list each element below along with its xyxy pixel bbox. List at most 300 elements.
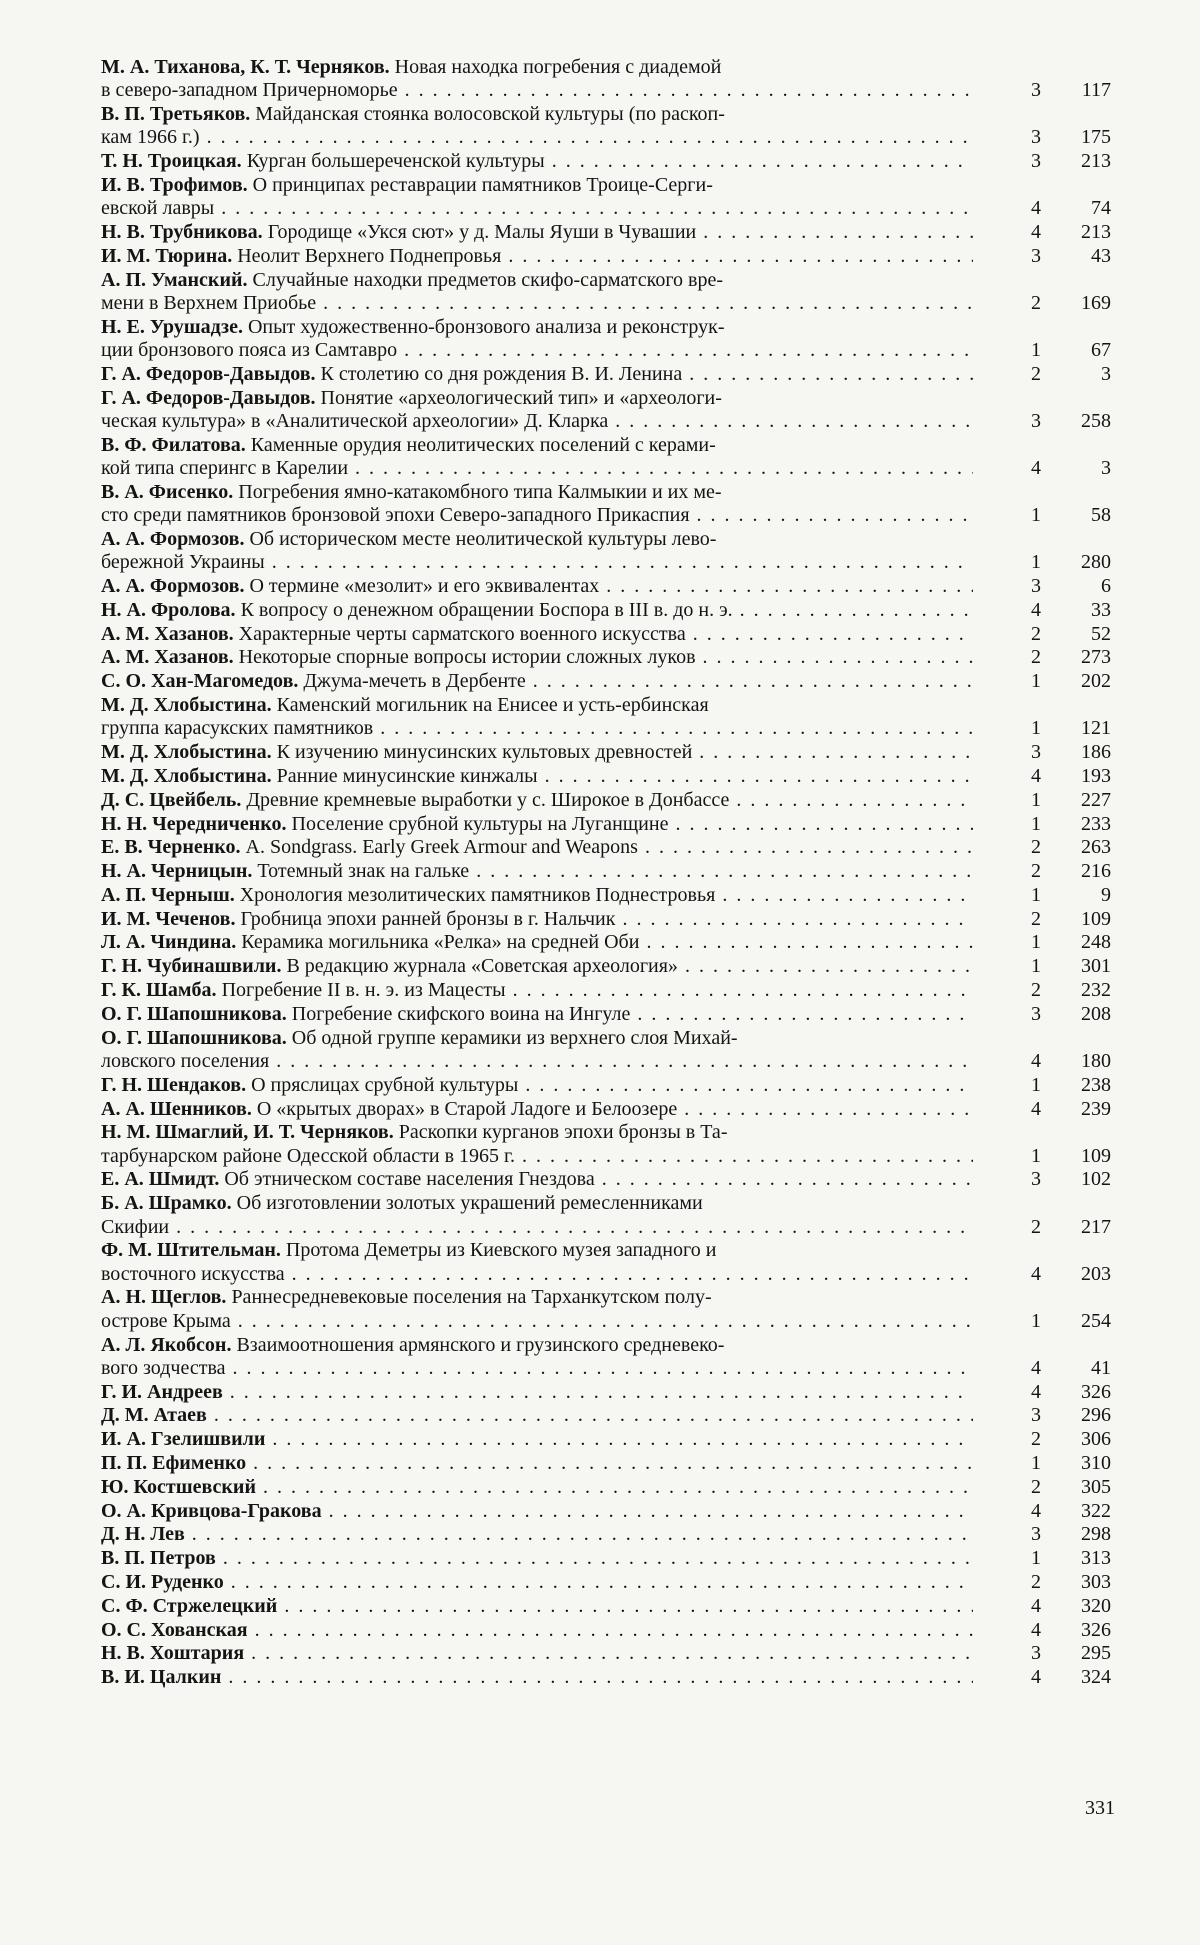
index-entry	[101, 387, 1111, 434]
entry-text	[101, 1642, 973, 1665]
entry-line	[101, 575, 1111, 598]
page-ref: 326	[1081, 1380, 1111, 1403]
entry-author: Л. А. Чиндина.	[101, 931, 237, 954]
entry-title: Керамика могильника «Релка» на средней Оби	[241, 931, 640, 954]
entry-line	[101, 1476, 1111, 1499]
entry-author: А. А. Формозов.	[101, 575, 245, 598]
entry-author: А. П. Черныш.	[101, 883, 235, 906]
index-entry	[101, 1098, 1111, 1121]
entry-text	[101, 955, 973, 978]
entry-line	[101, 1286, 1111, 1309]
entry-author: Д. Н. Лев	[101, 1523, 185, 1546]
entry-title: Каменные орудия неолитических поселений с керами-	[250, 433, 716, 456]
entry-line	[101, 1428, 1111, 1451]
entry-title: Тотемный знак на гальке	[257, 860, 470, 883]
entry-author: В. А. Фисенко.	[101, 480, 234, 503]
entry-line	[101, 860, 1111, 883]
entry-line	[101, 1050, 1111, 1073]
entry-line	[101, 103, 1111, 126]
entry-text	[101, 174, 973, 197]
entry-text	[101, 623, 973, 646]
entry-title: Джума-мечеть в Дербенте	[303, 670, 526, 693]
issue-number: 1	[1031, 788, 1041, 811]
page-number: 331	[1085, 1797, 1115, 1819]
entry-author: Г. А. Федоров-Давыдов.	[101, 386, 316, 409]
index-entry	[101, 789, 1111, 812]
page-ref: 238	[1081, 1073, 1111, 1096]
entry-line	[101, 884, 1111, 907]
entry-line	[101, 1216, 1111, 1239]
index-entry	[101, 1286, 1111, 1333]
page-ref: 227	[1081, 788, 1111, 811]
issue-number: 2	[1031, 907, 1041, 930]
index-entry	[101, 56, 1111, 103]
page-ref: 306	[1081, 1428, 1111, 1451]
entry-title: Об одной группе керамики из верхнего слоя Михай-	[291, 1026, 738, 1049]
entry-text	[101, 1027, 973, 1050]
entry-text	[101, 410, 973, 433]
issue-number: 3	[1031, 150, 1041, 173]
entry-author: А. Н. Щеглов.	[101, 1286, 227, 1309]
issue-number: 2	[1031, 622, 1041, 645]
entry-text	[101, 363, 973, 386]
entry-title: в северо-западном Причерноморье	[101, 79, 398, 102]
entry-text	[101, 292, 973, 315]
page-ref: 33	[1091, 598, 1111, 621]
entry-line	[101, 646, 1111, 669]
entry-title: A. Sondgrass. Early Greek Armour and Weapons	[245, 836, 638, 859]
entry-line	[101, 1619, 1111, 1642]
entry-line	[101, 694, 1111, 717]
entry-line	[101, 1121, 1111, 1144]
index-entry	[101, 575, 1111, 598]
entry-text	[101, 1263, 973, 1286]
index-entry	[101, 1121, 1111, 1168]
page-ref: 175	[1081, 126, 1111, 149]
page-ref: 273	[1081, 646, 1111, 669]
index-entry	[101, 860, 1111, 883]
entry-text	[101, 813, 973, 836]
entry-author: Н. Н. Чередниченко.	[101, 812, 287, 835]
entry-title: Погребение скифского воина на Ингуле	[291, 1002, 631, 1025]
entry-author: А. П. Уманский.	[101, 268, 248, 291]
issue-number: 4	[1031, 598, 1041, 621]
issue-number: 3	[1031, 575, 1041, 598]
entry-author: Н. М. Шмаглий, И. Т. Черняков.	[101, 1121, 394, 1144]
page-ref: 67	[1091, 339, 1111, 362]
entry-author: В. Ф. Филатова.	[101, 433, 246, 456]
entry-author: М. Д. Хлобыстина.	[101, 764, 272, 787]
entry-author: Г. Н. Шендаков.	[101, 1073, 247, 1096]
entry-text	[101, 575, 973, 598]
index-entry	[101, 1452, 1111, 1475]
entry-author: О. А. Кривцова-Гракова	[101, 1499, 322, 1522]
index-entry	[101, 1595, 1111, 1618]
entry-text	[101, 908, 973, 931]
entry-text	[101, 1619, 973, 1642]
entry-title: Новая находка погребения с диадемой	[394, 56, 722, 78]
issue-number: 2	[1031, 1428, 1041, 1451]
entry-text	[101, 1334, 973, 1357]
issue-number: 4	[1031, 457, 1041, 480]
entry-line	[101, 1404, 1111, 1427]
index-entry	[101, 813, 1111, 836]
entry-title: Опыт художественно-бронзового анализа и реконструк-	[247, 315, 725, 338]
page-ref: 254	[1081, 1309, 1111, 1332]
entry-text	[101, 1452, 973, 1475]
issue-number: 1	[1031, 1073, 1041, 1096]
entry-line	[101, 387, 1111, 410]
issue-number: 2	[1031, 646, 1041, 669]
issue-number: 1	[1031, 955, 1041, 978]
index-entry	[101, 931, 1111, 954]
page-ref: 117	[1081, 79, 1111, 102]
page-ref: 74	[1091, 197, 1111, 220]
entry-line	[101, 1334, 1111, 1357]
entry-title: острове Крыма	[101, 1309, 231, 1332]
entry-title: бережной Украины	[101, 551, 265, 574]
entry-text	[101, 1595, 973, 1618]
entry-line	[101, 1500, 1111, 1523]
index-entry	[101, 1571, 1111, 1594]
index-entry	[101, 1192, 1111, 1239]
entry-text	[101, 150, 973, 173]
entry-title: О принципах реставрации памятников Троице-Серги-	[252, 173, 713, 196]
issue-number: 4	[1031, 197, 1041, 220]
index-entry	[101, 623, 1111, 646]
entry-text	[101, 931, 973, 954]
entry-line	[101, 504, 1111, 527]
entry-author: В. П. Третьяков.	[101, 103, 251, 126]
entry-text	[101, 56, 973, 79]
entry-text	[101, 670, 973, 693]
entry-text	[101, 1500, 973, 1523]
entry-title: Древние кремневые выработки у с. Широкое в Донбассе	[246, 788, 730, 811]
page-ref: 193	[1081, 764, 1111, 787]
index-entry	[101, 599, 1111, 622]
entry-title: Характерные черты сарматского военного искусства	[238, 622, 686, 645]
page-ref: 248	[1081, 931, 1111, 954]
index-entry	[101, 1666, 1111, 1689]
entry-line	[101, 741, 1111, 764]
entry-line	[101, 1145, 1111, 1168]
entry-author: Н. Е. Урушадзе.	[101, 315, 243, 338]
entry-author: Г. К. Шамба.	[101, 979, 217, 1002]
page-ref: 239	[1081, 1097, 1111, 1120]
issue-number: 3	[1031, 1523, 1041, 1546]
entry-text	[101, 504, 973, 527]
issue-number: 3	[1031, 244, 1041, 267]
issue-number: 1	[1031, 339, 1041, 362]
issue-number: 4	[1031, 1499, 1041, 1522]
page-ref: 3	[1101, 362, 1111, 385]
entry-author: Г. И. Андреев	[101, 1380, 223, 1403]
entry-line	[101, 221, 1111, 244]
entry-line	[101, 599, 1111, 622]
page-ref: 180	[1081, 1049, 1111, 1072]
page-ref: 213	[1081, 150, 1111, 173]
issue-number: 3	[1031, 1404, 1041, 1427]
index-entry	[101, 1381, 1111, 1404]
entry-line	[101, 245, 1111, 268]
entry-title: Некоторые спорные вопросы истории сложных луков	[238, 646, 696, 669]
entry-text	[101, 1404, 973, 1427]
index-entry	[101, 528, 1111, 575]
entry-line	[101, 1381, 1111, 1404]
issue-number: 1	[1031, 1309, 1041, 1332]
entry-line	[101, 1310, 1111, 1333]
page-ref: 313	[1081, 1547, 1111, 1570]
index-entry	[101, 1500, 1111, 1523]
entry-line	[101, 1666, 1111, 1689]
entry-text	[101, 245, 973, 268]
entry-title: Майданская стоянка волосовской культуры (по раскоп-	[255, 103, 725, 126]
entry-author: И. М. Тюрина.	[101, 244, 233, 267]
page-ref: 280	[1081, 551, 1111, 574]
index-entry	[101, 741, 1111, 764]
entry-author: О. С. Хованская	[101, 1618, 248, 1641]
entry-line	[101, 197, 1111, 220]
entry-line	[101, 126, 1111, 149]
entry-line	[101, 457, 1111, 480]
entry-line	[101, 908, 1111, 931]
entry-text	[101, 1523, 973, 1546]
index-entry	[101, 481, 1111, 528]
entry-author: А. А. Формозов.	[101, 527, 245, 550]
entry-title: О пряслицах срубной культуры	[251, 1073, 519, 1096]
entry-title: Понятие «археологический тип» и «археологи-	[320, 386, 722, 409]
entry-text	[101, 103, 973, 126]
entry-line	[101, 1168, 1111, 1191]
entry-text	[101, 717, 973, 740]
entry-line	[101, 789, 1111, 812]
entry-author: В. И. Цалкин	[101, 1666, 222, 1689]
entry-line	[101, 1523, 1111, 1546]
entry-text	[101, 269, 973, 292]
entry-author: С. И. Руденко	[101, 1571, 224, 1593]
issue-number: 3	[1031, 1168, 1041, 1191]
page-ref: 202	[1081, 670, 1111, 693]
entry-line	[101, 1642, 1111, 1665]
entry-title: кой типа сперингс в Карелии	[101, 457, 349, 480]
issue-number: 3	[1031, 1002, 1041, 1025]
issue-number: 2	[1031, 362, 1041, 385]
index-entry	[101, 908, 1111, 931]
index-entry	[101, 1027, 1111, 1074]
entry-author: Г. Н. Чубинашвили.	[101, 955, 282, 978]
entry-title: ловского поселения	[101, 1049, 270, 1072]
entry-text	[101, 339, 973, 362]
entry-text	[101, 860, 973, 883]
entry-line	[101, 434, 1111, 457]
entry-author: Е. В. Черненко.	[101, 836, 241, 859]
entry-title: Об изготовлении золотых украшений ремесленниками	[236, 1192, 703, 1215]
issue-number: 2	[1031, 979, 1041, 1002]
index-entry	[101, 1404, 1111, 1427]
entry-author: Ф. М. Штительман.	[101, 1239, 281, 1262]
entry-title: ции бронзового пояса из Самтавро	[101, 339, 398, 362]
entry-line	[101, 79, 1111, 102]
entry-author: В. П. Петров	[101, 1547, 216, 1570]
entry-title: Раскопки курганов эпохи бронзы в Та-	[398, 1121, 728, 1144]
entry-line	[101, 836, 1111, 859]
entry-title: Протома Деметры из Киевского музея западного и	[285, 1239, 717, 1262]
entry-author: Н. В. Трубникова.	[101, 221, 263, 244]
page-ref: 310	[1081, 1452, 1111, 1475]
entry-title: мени в Верхнем Приобье	[101, 291, 317, 314]
entry-title: К вопросу о денежном обращении Боспора в III в. до н. э.	[240, 598, 733, 621]
entry-text	[101, 221, 973, 244]
entry-line	[101, 1571, 1111, 1594]
issue-number: 4	[1031, 1097, 1041, 1120]
entry-line	[101, 979, 1111, 1002]
entry-line	[101, 481, 1111, 504]
entry-text	[101, 79, 973, 102]
entry-title: Раннесредневековые поселения на Тарханкутском полу-	[231, 1286, 712, 1309]
entry-author: М. Д. Хлобыстина.	[101, 741, 272, 764]
entry-title: Каменский могильник на Енисее и усть-ербинская	[276, 694, 709, 717]
index-entry	[101, 765, 1111, 788]
page-ref: 305	[1081, 1475, 1111, 1498]
issue-number: 2	[1031, 1475, 1041, 1498]
entry-line	[101, 955, 1111, 978]
entry-text	[101, 1192, 973, 1215]
issue-number: 4	[1031, 1618, 1041, 1641]
entry-author: И. А. Гзелишвили	[101, 1428, 266, 1451]
page-ref: 296	[1081, 1404, 1111, 1427]
entry-title: Городище «Укся сют» у д. Малы Яуши в Чувашии	[267, 221, 697, 244]
entry-author: А. М. Хазанов.	[101, 646, 234, 669]
issue-number: 2	[1031, 860, 1041, 883]
entry-text	[101, 457, 973, 480]
entry-title: В редакцию журнала «Советская археология»	[286, 955, 678, 978]
entry-line	[101, 316, 1111, 339]
index-entry	[101, 979, 1111, 1002]
entry-title: Гробница эпохи ранней бронзы в г. Нальчик	[240, 907, 616, 930]
entry-text	[101, 741, 973, 764]
entry-text	[101, 979, 973, 1002]
index-entry	[101, 1168, 1111, 1191]
page-ref: 301	[1081, 955, 1111, 978]
entry-text	[101, 1003, 973, 1026]
entry-line	[101, 269, 1111, 292]
page-ref: 169	[1081, 291, 1111, 314]
issue-number: 4	[1031, 1049, 1041, 1072]
entry-text	[101, 599, 973, 622]
entry-author: П. П. Ефименко	[101, 1452, 247, 1475]
entry-title: Об историческом месте неолитической культуры лево-	[249, 527, 717, 550]
entry-text	[101, 789, 973, 812]
entry-author: М. Д. Хлобыстина.	[101, 694, 272, 717]
index-entry	[101, 1239, 1111, 1286]
entry-title: К столетию со дня рождения В. И. Ленина	[320, 362, 683, 385]
entry-title: Ранние минусинские кинжалы	[276, 764, 538, 787]
index-entry	[101, 1523, 1111, 1546]
page-ref: 203	[1081, 1262, 1111, 1285]
issue-number: 1	[1031, 551, 1041, 574]
entry-title: Скифии	[101, 1215, 170, 1238]
page-ref: 233	[1081, 812, 1111, 835]
entry-text	[101, 1168, 973, 1191]
entry-line	[101, 528, 1111, 551]
entry-text	[101, 1050, 973, 1073]
entry-title: Случайные находки предметов скифо-сарматского вре-	[252, 268, 723, 291]
entry-text	[101, 1216, 973, 1239]
entry-author: Д. С. Цвейбель.	[101, 788, 242, 811]
entry-line	[101, 931, 1111, 954]
entry-author: И. В. Трофимов.	[101, 173, 248, 196]
page-ref: 41	[1091, 1356, 1111, 1379]
page-ref: 43	[1091, 244, 1111, 267]
entry-line	[101, 813, 1111, 836]
issue-number: 3	[1031, 741, 1041, 764]
index-entry	[101, 1428, 1111, 1451]
entry-text	[101, 1357, 973, 1380]
issue-number: 3	[1031, 1642, 1041, 1665]
issue-number: 1	[1031, 931, 1041, 954]
page-ref: 52	[1091, 622, 1111, 645]
index-entry	[101, 836, 1111, 859]
entry-author: И. М. Чеченов.	[101, 907, 236, 930]
entry-title: вого зодчества	[101, 1356, 226, 1379]
entry-text	[101, 434, 973, 457]
issue-number: 4	[1031, 1380, 1041, 1403]
entry-line	[101, 339, 1111, 362]
entry-text	[101, 1239, 973, 1262]
entry-line	[101, 765, 1111, 788]
index-entry	[101, 363, 1111, 386]
entry-text	[101, 1381, 973, 1404]
page-ref: 102	[1081, 1168, 1111, 1191]
index-entry	[101, 1642, 1111, 1665]
entry-author: А. А. Шенников.	[101, 1097, 252, 1120]
issue-number: 4	[1031, 764, 1041, 787]
issue-number: 2	[1031, 291, 1041, 314]
entry-title: Неолит Верхнего Поднепровья	[237, 244, 502, 267]
issue-number: 4	[1031, 1262, 1041, 1285]
entry-text	[101, 1310, 973, 1333]
page-ref: 6	[1101, 575, 1111, 598]
index-entry	[101, 884, 1111, 907]
index-entry	[101, 646, 1111, 669]
entry-title: группа карасукских памятников	[101, 717, 374, 740]
issue-number: 2	[1031, 1571, 1041, 1593]
entry-line	[101, 292, 1111, 315]
entry-text	[101, 1145, 973, 1168]
entry-author: Ю. Костшевский	[101, 1475, 256, 1498]
entry-author: С. О. Хан-Магомедов.	[101, 670, 299, 693]
issue-number: 1	[1031, 812, 1041, 835]
entry-line	[101, 1239, 1111, 1262]
issue-number: 3	[1031, 126, 1041, 149]
entry-author: М. А. Тиханова, К. Т. Черняков.	[101, 56, 390, 78]
index-entry	[101, 434, 1111, 481]
page-ref: 295	[1081, 1642, 1111, 1665]
entry-title: Курган большереченской культуры	[246, 150, 545, 173]
entry-line	[101, 1074, 1111, 1097]
issue-number: 1	[1031, 1144, 1041, 1167]
issue-number: 4	[1031, 1594, 1041, 1617]
entry-title: Погребение II в. н. э. из Мацесты	[221, 979, 506, 1002]
entry-title: ческая культура» в «Аналитической археологии» Д. Кларка	[101, 409, 609, 432]
index-entry	[101, 150, 1111, 173]
entry-line	[101, 174, 1111, 197]
entry-line	[101, 56, 1111, 79]
entry-text	[101, 1286, 973, 1309]
issue-number: 3	[1031, 79, 1041, 102]
entry-author: Н. А. Фролова.	[101, 598, 236, 621]
entry-text	[101, 1074, 973, 1097]
